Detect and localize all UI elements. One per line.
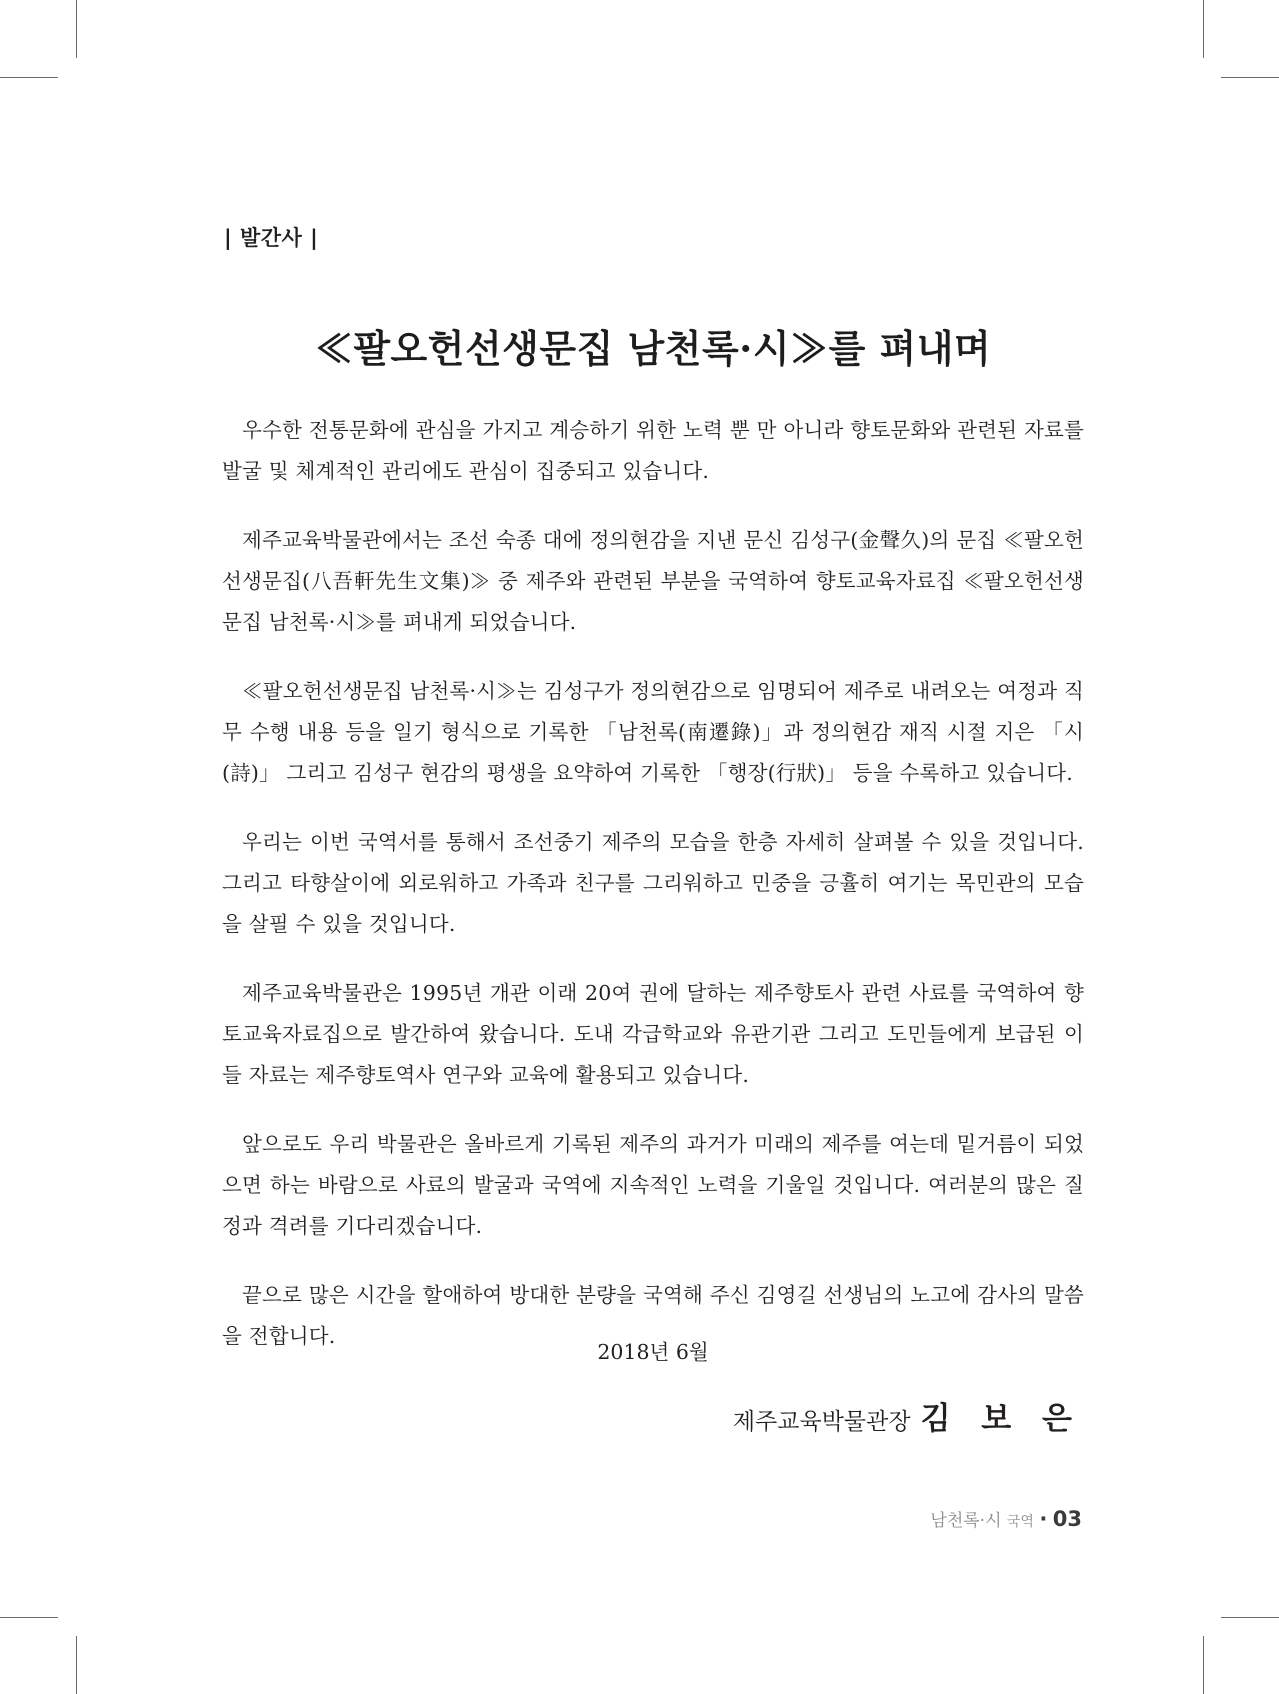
crop-mark-bottom-left-vertical (76, 1636, 77, 1694)
crop-mark-bottom-right-vertical (1203, 1636, 1204, 1694)
crop-mark-top-right-vertical (1203, 0, 1204, 58)
crop-mark-top-right-horizontal (1221, 77, 1279, 78)
signer-name: 김 보 은 (920, 1401, 1082, 1437)
paragraph: ≪팔오헌선생문집 남천록·시≫는 김성구가 정의현감으로 임명되어 제주로 내려오는 여정과 직무 수행 내용 등을 일기 형식으로 기록한 「남천록(南遷錄)」과 정의현감 재직 시절 지은 「시(詩)」 그리고 김성구 현감의 평생을 요약하여 기록한 「행장(行狀)」 등을 수록하고 있습니다. (222, 679, 1084, 785)
running-footer (930, 1506, 1082, 1531)
paragraph: 앞으로도 우리 박물관은 올바르게 기록된 제주의 과거가 미래의 제주를 여는데 밑거름이 되었으면 하는 바람으로 사료의 발굴과 국역에 지속적인 노력을 기울일 것입니다. 여러분의 많은 질정과 격려를 기다리겠습니다. (222, 1132, 1084, 1238)
paragraph: 우수한 전통문화에 관심을 가지고 계승하기 위한 노력 뿐 만 아니라 향토문화와 관련된 자료를 발굴 및 체계적인 관리에도 관심이 집중되고 있습니다. (222, 418, 1084, 483)
signature-block (733, 1393, 1082, 1438)
crop-mark-bottom-left-horizontal (0, 1617, 58, 1618)
crop-mark-top-left-horizontal (0, 77, 58, 78)
paragraph: 끝으로 많은 시간을 할애하여 방대한 분량을 국역해 주신 김영길 선생님의 노고에 감사의 말씀을 전합니다. (222, 1283, 1084, 1348)
page-title: ≪팔오헌선생문집 남천록·시≫를 펴내며 (314, 326, 992, 371)
publication-date: 2018년 6월 (597, 1340, 709, 1364)
page-number: 03 (1052, 1507, 1082, 1531)
footer-separator: · (1039, 1507, 1048, 1531)
paragraph: 제주교육박물관에서는 조선 숙종 대에 정의현감을 지낸 문신 김성구(金聲久)의 문집 ≪팔오헌선생문집(八吾軒先生文集)≫ 중 제주와 관련된 부분을 국역하여 향토교육자료집 ≪팔오헌선생문집 남천록·시≫를 펴내게 되었습니다. (222, 528, 1084, 634)
signer-position: 제주교육박물관장 (732, 1409, 911, 1435)
footer-book-title: 남천록·시 (930, 1511, 1002, 1531)
crop-mark-bottom-right-horizontal (1221, 1617, 1279, 1618)
paragraph: 제주교육박물관은 1995년 개관 이래 20여 권에 달하는 제주향토사 관련 사료를 국역하여 향토교육자료집으로 발간하여 왔습니다. 도내 각급학교와 유관기관 그리고 도민들에게 보급된 이들 자료는 제주향토역사 연구와 교육에 활용되고 있습니다. (222, 981, 1084, 1087)
crop-mark-top-left-vertical (76, 0, 77, 58)
body-text (222, 410, 1084, 1385)
paragraph: 우리는 이번 국역서를 통해서 조선중기 제주의 모습을 한층 자세히 살펴볼 수 있을 것입니다. 그리고 타향살이에 외로워하고 가족과 친구를 그리워하고 민중을 긍휼히 여기는 목민관의 모습을 살필 수 있을 것입니다. (222, 830, 1084, 936)
footer-book-sub: 국역 (1006, 1514, 1034, 1530)
section-label: | 발간사 | (224, 226, 319, 250)
